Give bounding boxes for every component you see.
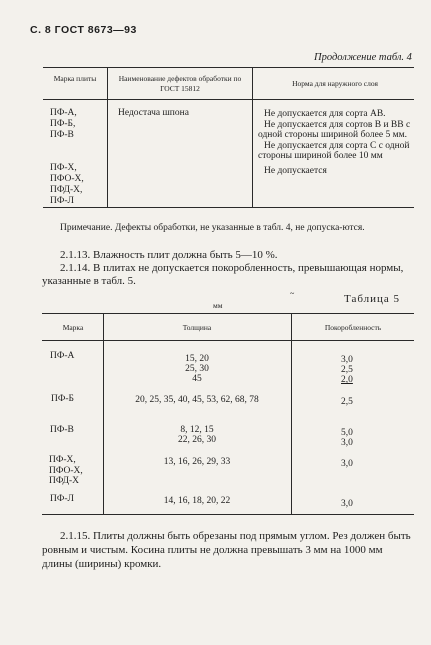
table5-row4-thickness: 13, 16, 26, 29, 33 <box>163 457 231 467</box>
table5-top-rule <box>42 313 414 314</box>
norm-text: Не допускается для сорта С с одной стороны шириной более 10 мм <box>258 140 410 161</box>
thickness-value: 25, 30 <box>185 364 209 374</box>
table5-header-mark: Марка <box>62 323 84 332</box>
table4-header-rule <box>43 99 414 100</box>
table5-title: Таблица 5 <box>344 293 401 305</box>
table4-norm-group2: Не допускается <box>264 166 327 176</box>
mark-label: ПФО-Х, <box>50 174 84 184</box>
paragraph-2-1-13: 2.1.13. Влажность плит должна быть 5—10 %. <box>60 249 278 261</box>
warp-value: 5,0 <box>341 428 353 438</box>
table4-col-divider-2 <box>252 67 253 207</box>
table5-row3-mark: ПФ-В <box>50 425 74 435</box>
warp-value: 2,0 <box>341 375 353 385</box>
table5-row1-mark: ПФ-А <box>50 351 75 361</box>
mark-label: ПФО-Х, <box>49 465 83 476</box>
table4-bottom-rule <box>43 207 414 208</box>
table4-header-mark: Марка плиты <box>53 74 97 83</box>
paragraph-2-1-14: 2.1.14. В плитах не допускается покоробленность, превышающая нормы, указанные в табл. 5. <box>42 262 404 287</box>
table4-top-rule <box>43 67 414 68</box>
table5-row2-warp: 2,5 <box>341 397 353 407</box>
mark-label: ПФ-Х, <box>49 455 76 465</box>
table5-row3-thickness <box>104 425 290 445</box>
table5-row1-thickness <box>104 354 290 384</box>
table5-row2-thickness: 20, 25, 35, 40, 45, 53, 62, 68, 78 <box>135 395 259 405</box>
mark-label: ПФ-А, <box>50 108 77 118</box>
table5-units: мм <box>213 301 223 310</box>
mark-label: ПФ-В <box>50 130 74 140</box>
table5-row1-warp <box>341 355 353 385</box>
table4-header-defect: Наименование дефектов обработки по ГОСТ 15812 <box>118 74 242 93</box>
table5-row5-thickness: 14, 16, 18, 20, 22 <box>163 496 231 506</box>
table4-continuation: Продолжение табл. 4 <box>314 52 412 63</box>
thickness-value: 45 <box>192 374 202 384</box>
table5-header-rule <box>42 340 414 341</box>
table4-marks-group1 <box>50 108 77 141</box>
table5-header-warp: Покоробленность <box>324 323 382 332</box>
table4-header-norm: Норма для наружного слоя <box>292 79 378 88</box>
mark-label: ПФ-Л <box>50 196 74 206</box>
warp-value: 3,0 <box>341 355 353 365</box>
thickness-value: 22, 26, 30 <box>178 435 216 445</box>
table5-row2-mark: ПФ-Б <box>51 394 74 404</box>
pen-mark: ~ <box>290 289 295 298</box>
warp-value: 2,5 <box>341 365 353 375</box>
page-header: С. 8 ГОСТ 8673—93 <box>30 24 137 36</box>
mark-label: ПФ-Б, <box>50 119 76 129</box>
paragraph-2-1-15: 2.1.15. Плиты должны быть обрезаны под прямым углом. Рез должен быть ровным и чистым. Косина плиты не должна превышать 3 мм на 1000 мм длины (ширины) кромки. <box>42 530 411 570</box>
thickness-value: 8, 12, 15 <box>180 425 214 435</box>
norm-text: Не допускается для сортов В и ВВ с одной стороны шириной более 5 мм. <box>258 119 411 140</box>
table5-row4-mark <box>49 455 83 487</box>
table4-defect-group1: Недостача шпона <box>118 108 189 118</box>
table5-row4-warp: 3,0 <box>341 459 353 469</box>
thickness-value: 15, 20 <box>185 354 209 364</box>
table4-norms-group1 <box>258 109 414 162</box>
table4-marks-group2 <box>50 163 84 207</box>
warp-value: 3,0 <box>341 438 353 448</box>
table5-col-divider-1 <box>103 313 104 514</box>
mark-label: ПФ-Х, <box>50 163 77 173</box>
table5-row5-warp: 3,0 <box>341 499 353 509</box>
table4-col-divider-1 <box>107 67 108 207</box>
mark-label: ПФД-Х, <box>50 185 83 195</box>
norm-text: Не допускается для сорта АВ. <box>264 109 386 119</box>
table5-bottom-rule <box>42 514 414 515</box>
table5-col-divider-2 <box>291 313 292 514</box>
mark-label: ПФД-Х <box>49 476 80 486</box>
table5-header-thickness: Толщина <box>182 323 212 332</box>
table5-row5-mark: ПФ-Л <box>50 494 74 504</box>
table5-row3-warp <box>341 428 353 448</box>
table4-note: Примечание. Дефекты обработки, не указанные в табл. 4, не допуска-ются. <box>60 223 365 233</box>
